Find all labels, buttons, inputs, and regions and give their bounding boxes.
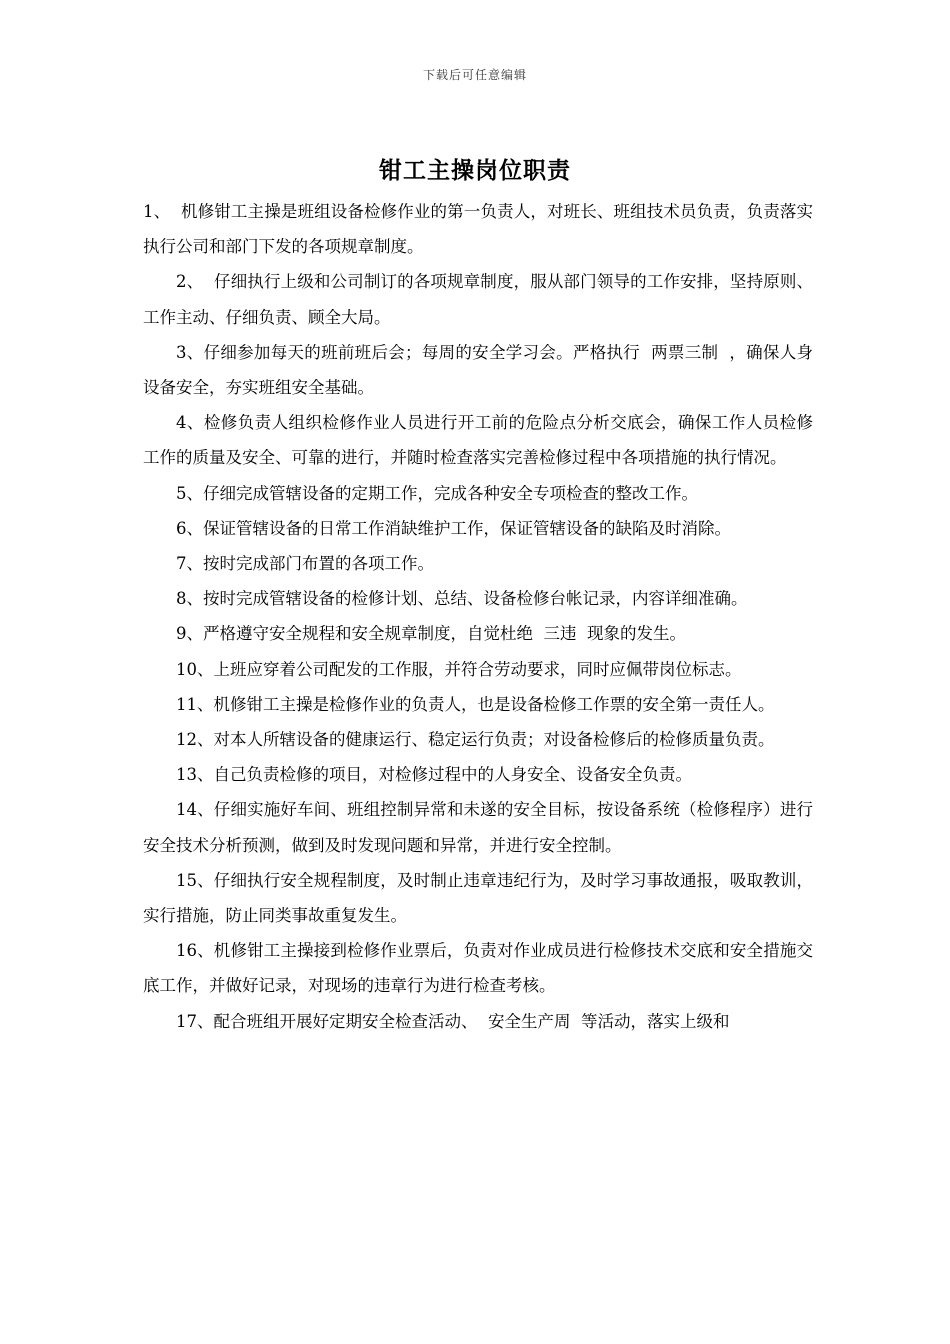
- paragraph-10: 10、上班应穿着公司配发的工作服，并符合劳动要求，同时应佩带岗位标志。: [176, 659, 742, 679]
- document-title: 钳工主操岗位职责: [379, 157, 571, 184]
- paragraph-7: 7、按时完成部门布置的各项工作。: [176, 554, 434, 574]
- paragraph-14: 14、仔细实施好车间、班组控制异常和未遂的安全目标，按设备系统（检修程序）进行安全技术分析预测，做到及时发现问题和异常，并进行安全控制。: [143, 800, 813, 855]
- document-body: [143, 194, 813, 1039]
- paragraph-8: 8、按时完成管辖设备的检修计划、总结、设备检修台帐记录，内容详细准确。: [176, 589, 748, 609]
- header-note: 下载后可任意编辑: [422, 68, 527, 82]
- paragraph-15: 15、仔细执行安全规程制度，及时制止违章违纪行为，及时学习事故通报，吸取教训，实行措施，防止同类事故重复发生。: [143, 870, 813, 926]
- paragraph-5: 5、仔细完成管辖设备的定期工作，完成各种安全专项检查的整改工作。: [176, 483, 698, 503]
- paragraph-11: 11、机修钳工主操是检修作业的负责人，也是设备检修工作票的安全第一责任人。: [176, 694, 775, 714]
- paragraph-16: 16、机修钳工主操接到检修作业票后，负责对作业成员进行检修技术交底和安全措施交底工作，并做好记录，对现场的违章行为进行检查考核。: [143, 941, 813, 996]
- paragraph-9: 9、严格遵守安全规程和安全规章制度，自觉杜绝 三违 现象的发生。: [176, 624, 686, 644]
- paragraph-3: 3、仔细参加每天的班前班后会；每周的安全学习会。严格执行 两票三制 ，确保人身设备安全，夯实班组安全基础。: [143, 342, 813, 398]
- paragraph-12: 12、对本人所辖设备的健康运行、稳定运行负责；对设备检修后的检修质量负责。: [176, 730, 775, 750]
- paragraph-17: 17、配合班组开展好定期安全检查活动、 安全生产周 等活动，落实上级和: [176, 1011, 730, 1031]
- paragraph-4: 4、检修负责人组织检修作业人员进行开工前的危险点分析交底会，确保工作人员检修工作的质量及安全、可靠的进行，并随时检查落实完善检修过程中各项措施的执行情况。: [143, 413, 813, 468]
- paragraph-13: 13、自己负责检修的项目，对检修过程中的人身安全、设备安全负责。: [176, 765, 692, 785]
- paragraph-2: 2、 仔细执行上级和公司制订的各项规章制度，服从部门领导的工作安排，坚持原则、工作主动、仔细负责、顾全大局。: [143, 272, 813, 327]
- paragraph-1: 1、 机修钳工主操是班组设备检修作业的第一负责人，对班长、班组技术员负责，负责落实执行公司和部门下发的各项规章制度。: [143, 202, 813, 257]
- paragraph-6: 6、保证管辖设备的日常工作消缺维护工作，保证管辖设备的缺陷及时消除。: [176, 518, 731, 538]
